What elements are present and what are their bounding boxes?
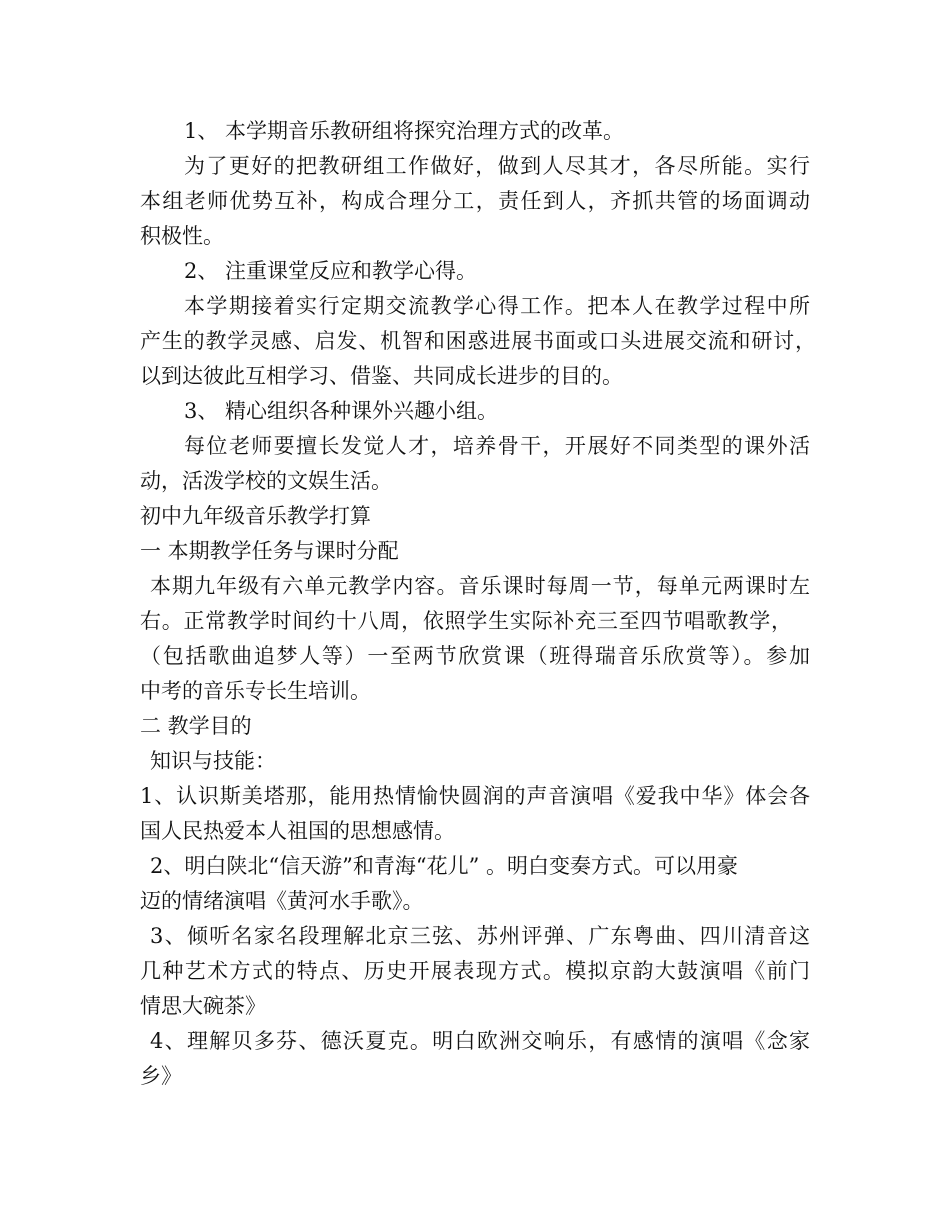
- paragraph-line: 本组老师优势互补，构成合理分工，责任到人，齐抓共管的场面调动: [140, 189, 810, 213]
- paragraph-line: 为了更好的把教研组工作做好，做到人尽其才，各尽所能。实行: [184, 154, 810, 178]
- paragraph-line: 以到达彼此互相学习、借鉴、共同成长进步的目的。: [140, 364, 623, 388]
- section-heading-1: 1、 本学期音乐教研组将探究治理方式的改革。: [184, 119, 625, 143]
- paragraph-line: 2、明白陕北“信天游”和青海“花儿” 。明白变奏方式。可以用豪: [150, 854, 738, 878]
- paragraph-line: （包括歌曲追梦人等）一至两节欣赏课（班得瑞音乐欣赏等）。参加: [140, 644, 810, 668]
- section-heading: 一 本期教学任务与课时分配: [140, 539, 399, 563]
- paragraph-line: 4、理解贝多芬、德沃夏克。明白欧洲交响乐，有感情的演唱《念家: [150, 1029, 810, 1053]
- paragraph-line: 几种艺术方式的特点、历史开展表现方式。模拟京韵大鼓演唱《前门: [140, 959, 810, 983]
- paragraph-line: 乡》: [140, 1064, 182, 1088]
- section-heading: 二 教学目的: [140, 714, 252, 738]
- paragraph-line: 动，活泼学校的文娱生活。: [140, 469, 392, 493]
- paragraph-line: 3、倾听名家名段理解北京三弦、苏州评弹、广东粤曲、四川清音这: [150, 924, 810, 948]
- paragraph-line: 本期九年级有六单元教学内容。音乐课时每周一节，每单元两课时左: [150, 574, 810, 598]
- paragraph-line: 迈的情绪演唱《黄河水手歌》。: [140, 889, 424, 913]
- section-heading-2: 2、 注重课堂反应和教学心得。: [184, 259, 478, 283]
- paragraph-line: 国人民热爱本人祖国的思想感情。: [140, 819, 455, 843]
- paragraph-line: 积极性。: [140, 224, 224, 248]
- paragraph-line: 中考的音乐专长生培训。: [140, 679, 371, 703]
- paragraph-line: 每位老师要擅长发觉人才，培养骨干，开展好不同类型的课外活: [184, 434, 810, 458]
- paragraph-line: 本学期接着实行定期交流教学心得工作。把本人在教学过程中所: [184, 294, 810, 318]
- paragraph-line: 产生的教学灵感、启发、机智和困惑进展书面或口头进展交流和研讨，: [140, 329, 816, 353]
- paragraph-line: 1、认识斯美塔那，能用热情愉快圆润的声音演唱《爱我中华》体会各: [140, 784, 810, 808]
- section-heading-3: 3、 精心组织各种课外兴趣小组。: [184, 399, 499, 423]
- paragraph-line: 右。正常教学时间约十八周，依照学生实际补充三至四节唱歌教学，: [140, 609, 792, 633]
- subheading: 知识与技能：: [150, 749, 276, 773]
- paragraph-line: 情思大碗茶》: [140, 994, 266, 1018]
- document-title: 初中九年级音乐教学打算: [140, 504, 371, 528]
